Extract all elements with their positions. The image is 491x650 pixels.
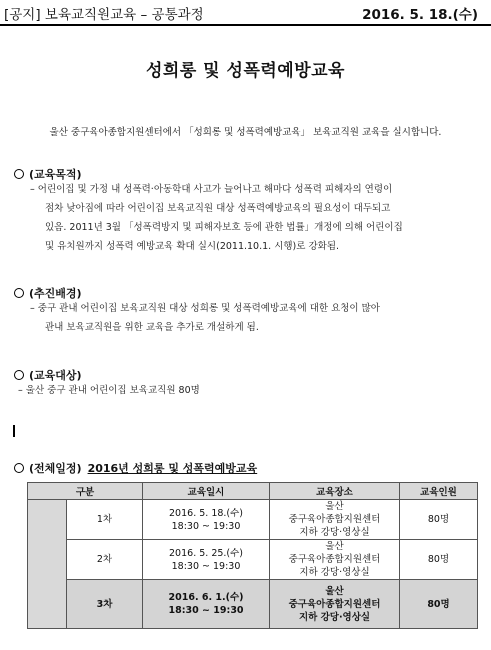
section-purpose-body <box>30 180 485 256</box>
datetime-cell <box>143 540 270 580</box>
datetime-cell <box>143 580 270 629</box>
page-title: 성희롱 및 성폭력예방교육 <box>146 61 345 81</box>
notice-date: 2016. 5. 18.(수) <box>362 7 478 23</box>
circle-bullet-icon <box>14 169 24 179</box>
col-header-datetime: 교육일시 <box>143 483 270 500</box>
intro-text: 울산 중구육아종합지원센터에서 「성희롱 및 성폭력예방교육」 보육교직원 교육을 실시합니다. <box>49 127 442 138</box>
table-row-highlighted <box>28 580 478 629</box>
purpose-line: 및 유치원까지 성폭력 예방교육 확대 실시(2011.10.1. 시행)로 강화됨. <box>45 241 340 252</box>
date-text: 2016. 5. 25.(수) <box>169 547 244 559</box>
date-text: 2016. 5. 18.(수) <box>169 507 244 519</box>
background-line: – 중구 관내 어린이집 보육교직원 대상 성희롱 및 성폭력예방교육에 대한 요청이 많아 <box>30 303 380 314</box>
place-room: 지하 강당·영상실 <box>298 611 371 623</box>
count-cell: 80명 <box>400 580 478 629</box>
time-text: 18:30 ~ 19:30 <box>171 520 241 532</box>
header-divider <box>0 24 491 26</box>
time-text: 18:30 ~ 19:30 <box>171 560 241 572</box>
count-cell: 80명 <box>400 500 478 540</box>
table-row <box>28 540 478 580</box>
session-group-cell <box>28 500 67 629</box>
datetime-cell <box>143 500 270 540</box>
table-header-row <box>28 483 478 500</box>
col-header-place: 교육장소 <box>270 483 400 500</box>
count-cell: 80명 <box>400 540 478 580</box>
section-target-title: (교육대상) <box>29 369 82 382</box>
section-target-body <box>18 381 478 400</box>
purpose-line: – 어린이집 및 가정 내 성폭력·아동학대 사고가 늘어나고 해마다 성폭력 피해자의 연령이 <box>30 184 393 195</box>
background-line: 관내 보육교직원을 위한 교육을 추가로 개설하게 됨. <box>45 322 259 333</box>
session-cell: 3차 <box>67 580 143 629</box>
section-background-title: (추진배경) <box>29 287 82 300</box>
purpose-line: 있음. 2011년 3월 「성폭력방지 및 피해자보호 등에 관한 법률」개정에 의해 어린이집 <box>45 222 403 233</box>
place-city: 울산 <box>325 501 344 512</box>
section-purpose-title: (교육목적) <box>29 168 82 181</box>
circle-bullet-icon <box>14 370 24 380</box>
place-center: 중구육아종합지원센터 <box>288 514 381 525</box>
place-room: 지하 강당·영상실 <box>299 567 370 578</box>
col-header-count: 교육인원 <box>400 483 478 500</box>
section-schedule-heading <box>14 460 257 476</box>
date-text: 2016. 6. 1.(수) <box>168 592 244 603</box>
session-cell: 2차 <box>67 540 143 580</box>
session-cell: 1차 <box>67 500 143 540</box>
place-cell <box>270 540 400 580</box>
section-schedule-title: (전체일정) <box>29 462 82 475</box>
place-center: 중구육아종합지원센터 <box>288 554 381 565</box>
table-row <box>28 500 478 540</box>
schedule-subtitle: 2016년 성희롱 및 성폭력예방교육 <box>87 462 258 475</box>
schedule-table <box>27 482 478 629</box>
place-cell <box>270 500 400 540</box>
notice-label: [공지] 보육교직원교육 – 공통과정 <box>4 7 204 23</box>
circle-bullet-icon <box>14 288 24 298</box>
place-center: 중구육아종합지원센터 <box>288 598 381 610</box>
text-cursor <box>13 425 15 437</box>
document-header <box>0 0 491 26</box>
circle-bullet-icon <box>14 463 24 473</box>
target-line: – 울산 중구 관내 어린이집 보육교직원 80명 <box>18 385 200 396</box>
time-text: 18:30 ~ 19:30 <box>168 605 244 616</box>
section-background-body <box>30 299 485 337</box>
purpose-line: 점차 낮아짐에 따라 어린이집 보육교직원 대상 성폭력예방교육의 필요성이 대두되고 <box>45 203 391 214</box>
place-city: 울산 <box>325 541 344 552</box>
place-cell <box>270 580 400 629</box>
place-room: 지하 강당·영상실 <box>299 527 370 538</box>
place-city: 울산 <box>325 585 344 597</box>
col-header-session: 구분 <box>28 483 143 500</box>
